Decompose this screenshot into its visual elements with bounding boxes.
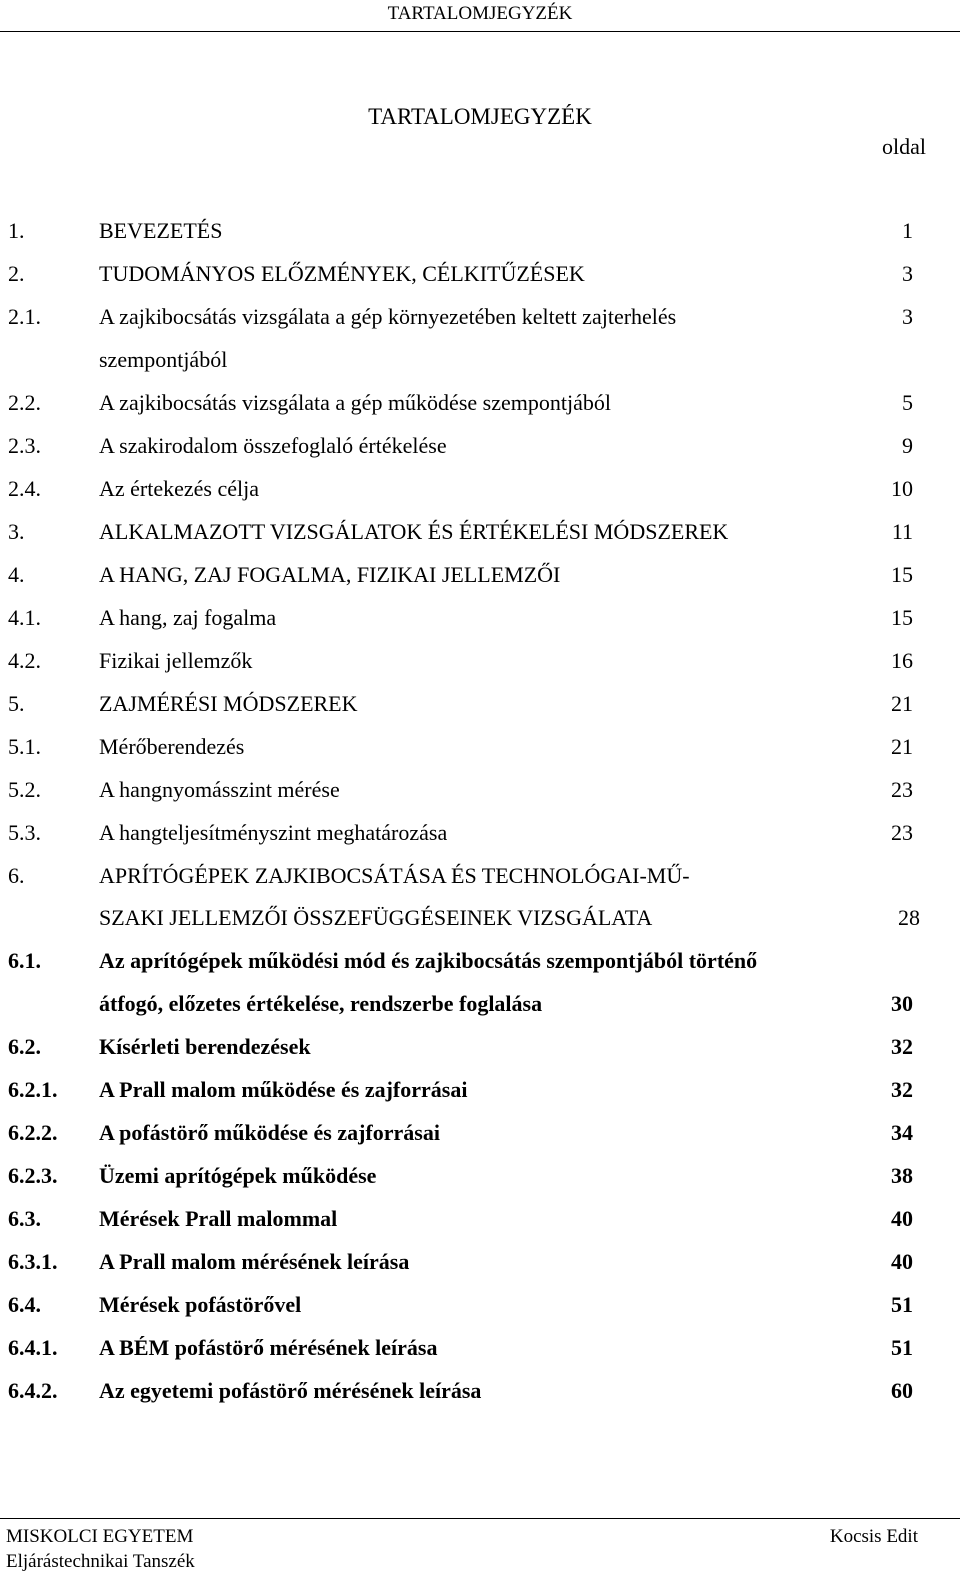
toc-entry[interactable]: [0, 1075, 960, 1105]
toc-entry-number: 6.: [8, 863, 25, 888]
toc-entry-number: 6.2.2.: [8, 1120, 58, 1145]
footer-institution: MISKOLCI EGYETEM: [6, 1526, 194, 1547]
toc-entry-page: 30: [891, 991, 913, 1016]
toc-entry[interactable]: [0, 689, 960, 719]
toc-entry-title: Fizikai jellemzők: [99, 648, 253, 673]
toc-entry[interactable]: [0, 603, 960, 633]
toc-entry-title: SZAKI JELLEMZŐI ÖSSZEFÜGGÉSEINEK VIZSGÁLATA: [99, 905, 653, 930]
toc-entry-title: Mérések pofástörővel: [99, 1292, 302, 1317]
toc-entry-title: A Prall malom mérésének leírása: [99, 1249, 410, 1274]
toc-entry-page: 51: [891, 1292, 913, 1317]
toc-entry-number: 5.2.: [8, 777, 41, 802]
toc-entry-page: 40: [891, 1249, 913, 1274]
toc-entry[interactable]: [0, 1376, 960, 1406]
toc-entry[interactable]: [0, 431, 960, 461]
toc-entry-page: 34: [891, 1120, 913, 1145]
toc-entry[interactable]: [0, 775, 960, 805]
toc-entry-title: A hang, zaj fogalma: [99, 605, 277, 630]
toc-entry-page: 32: [891, 1077, 913, 1102]
toc-entry-number: 2.: [8, 261, 25, 286]
toc-entry-page: 5: [902, 390, 913, 415]
footer-divider: [0, 1518, 960, 1519]
toc-entry[interactable]: [0, 646, 960, 676]
toc-entry[interactable]: [0, 861, 960, 891]
toc-entry-number: 5.3.: [8, 820, 41, 845]
toc-entry[interactable]: [0, 1118, 960, 1148]
toc-entry-page: 11: [891, 519, 913, 544]
toc-entry-number: 2.1.: [8, 304, 41, 329]
toc-entry-number: 6.3.1.: [8, 1249, 58, 1274]
toc-entry-title: Üzemi aprítógépek működése: [99, 1163, 377, 1188]
toc-entry-title: A hangteljesítményszint meghatározása: [99, 820, 448, 845]
toc-entry[interactable]: [0, 946, 960, 976]
toc-entry-number: 4.1.: [8, 605, 41, 630]
toc-entry-page: 9: [902, 433, 913, 458]
toc-entry-number: 4.2.: [8, 648, 41, 673]
toc-entry-page: 51: [891, 1335, 913, 1360]
toc-entry-page: 23: [891, 820, 913, 845]
toc-entry[interactable]: [0, 732, 960, 762]
toc-entry-page: 15: [891, 562, 913, 587]
toc-entry-title: Mérések Prall malommal: [99, 1206, 338, 1231]
toc-entry-number: 6.2.: [8, 1034, 41, 1059]
toc-entry-title: Az aprítógépek működési mód és zajkibocsátás szempontjából történő: [99, 948, 758, 973]
toc-entry-title: ZAJMÉRÉSI MÓDSZEREK: [99, 691, 358, 716]
toc-entry-number: 5.1.: [8, 734, 41, 759]
toc-entry-title: BEVEZETÉS: [99, 218, 223, 243]
footer-author: Kocsis Edit: [829, 1526, 918, 1547]
toc-entry-title: A szakirodalom összefoglaló értékelése: [99, 433, 447, 458]
toc-entry[interactable]: [0, 216, 960, 246]
footer-left: [6, 1524, 195, 1574]
footer-department: Eljárástechnikai Tanszék: [6, 1551, 195, 1572]
toc-entry-page: 23: [891, 777, 913, 802]
running-header: TARTALOMJEGYZÉK: [387, 3, 573, 24]
toc-entry-page: 21: [891, 691, 913, 716]
toc-entry-number: 6.4.2.: [8, 1378, 58, 1403]
toc-entry[interactable]: [0, 388, 960, 418]
toc-entry-continuation: [0, 345, 960, 375]
toc-entry[interactable]: [0, 818, 960, 848]
toc-entry-page: 38: [891, 1163, 913, 1188]
toc-entry[interactable]: [0, 1032, 960, 1062]
toc-entry[interactable]: [0, 560, 960, 590]
toc-entry-number: 6.4.: [8, 1292, 41, 1317]
toc-entry-page: 60: [891, 1378, 913, 1403]
toc-entry[interactable]: [0, 1161, 960, 1191]
toc-entry-page: 16: [891, 648, 913, 673]
toc-entry-title: APRÍTÓGÉPEK ZAJKIBOCSÁTÁSA ÉS TECHNOLÓGAI-MŰ-: [99, 863, 690, 888]
toc-entry-number: 6.1.: [8, 948, 41, 973]
toc-entry[interactable]: [0, 259, 960, 289]
toc-entry-title: átfogó, előzetes értékelése, rendszerbe foglalása: [99, 991, 543, 1016]
toc-entry-page: 28: [898, 905, 920, 930]
toc-entry[interactable]: [0, 1247, 960, 1277]
toc-entry[interactable]: [0, 517, 960, 547]
toc-entry-number: 2.3.: [8, 433, 41, 458]
toc-title: TARTALOMJEGYZÉK: [368, 104, 592, 129]
toc-entry-title: A HANG, ZAJ FOGALMA, FIZIKAI JELLEMZŐI: [99, 562, 561, 587]
toc-entry[interactable]: [0, 1204, 960, 1234]
toc-entry-title: ALKALMAZOTT VIZSGÁLATOK ÉS ÉRTÉKELÉSI MÓDSZEREK: [99, 519, 729, 544]
toc-entry-title: Az egyetemi pofástörő mérésének leírása: [99, 1378, 482, 1403]
toc-entry-title: A Prall malom működése és zajforrásai: [99, 1077, 468, 1102]
toc-entry-title: A BÉM pofástörő mérésének leírása: [99, 1335, 438, 1360]
toc-entry-number: 4.: [8, 562, 25, 587]
toc-entry-page: 1: [902, 218, 913, 243]
toc-entry-number: 6.4.1.: [8, 1335, 58, 1360]
header-divider: [0, 31, 960, 32]
toc-entry-continuation: [0, 903, 960, 933]
toc-entry-title: Mérőberendezés: [99, 734, 245, 759]
toc-entry-number: 3.: [8, 519, 25, 544]
toc-entry-page: 40: [891, 1206, 913, 1231]
toc-entry-number: 2.4.: [8, 476, 41, 501]
toc-entry-number: 6.2.1.: [8, 1077, 58, 1102]
toc-entry-number: 1.: [8, 218, 25, 243]
toc-entry-number: 5.: [8, 691, 25, 716]
page-column-label: oldal: [882, 134, 926, 159]
toc-entry-number: 6.2.3.: [8, 1163, 58, 1188]
toc-entry-title: A zajkibocsátás vizsgálata a gép környezetében keltett zajterhelés: [99, 304, 677, 329]
toc-entry-title: A hangnyomásszint mérése: [99, 777, 340, 802]
toc-entry-title: A pofástörő működése és zajforrásai: [99, 1120, 440, 1145]
toc-entry-title: Kísérleti berendezések: [99, 1034, 311, 1059]
toc-entry-page: 10: [891, 476, 913, 501]
toc-entry[interactable]: [0, 1333, 960, 1363]
toc-entry[interactable]: [0, 1290, 960, 1320]
toc-entry[interactable]: [0, 302, 960, 332]
toc-entry[interactable]: [0, 474, 960, 504]
toc-entry-title: TUDOMÁNYOS ELŐZMÉNYEK, CÉLKITŰZÉSEK: [99, 261, 585, 286]
toc-entry-page: 21: [891, 734, 913, 759]
toc-entry-number: 2.2.: [8, 390, 41, 415]
toc-entry-title: A zajkibocsátás vizsgálata a gép működése szempontjából: [99, 390, 611, 415]
toc-entry-page: 3: [902, 304, 913, 329]
toc-entry-continuation: [0, 989, 960, 1019]
toc-entry-page: 32: [891, 1034, 913, 1059]
toc-entry-page: 3: [902, 261, 913, 286]
toc-entry-page: 15: [891, 605, 913, 630]
toc-entry-title: Az értekezés célja: [99, 476, 259, 501]
toc-entry-number: 6.3.: [8, 1206, 41, 1231]
toc-entry-title: szempontjából: [99, 347, 228, 372]
